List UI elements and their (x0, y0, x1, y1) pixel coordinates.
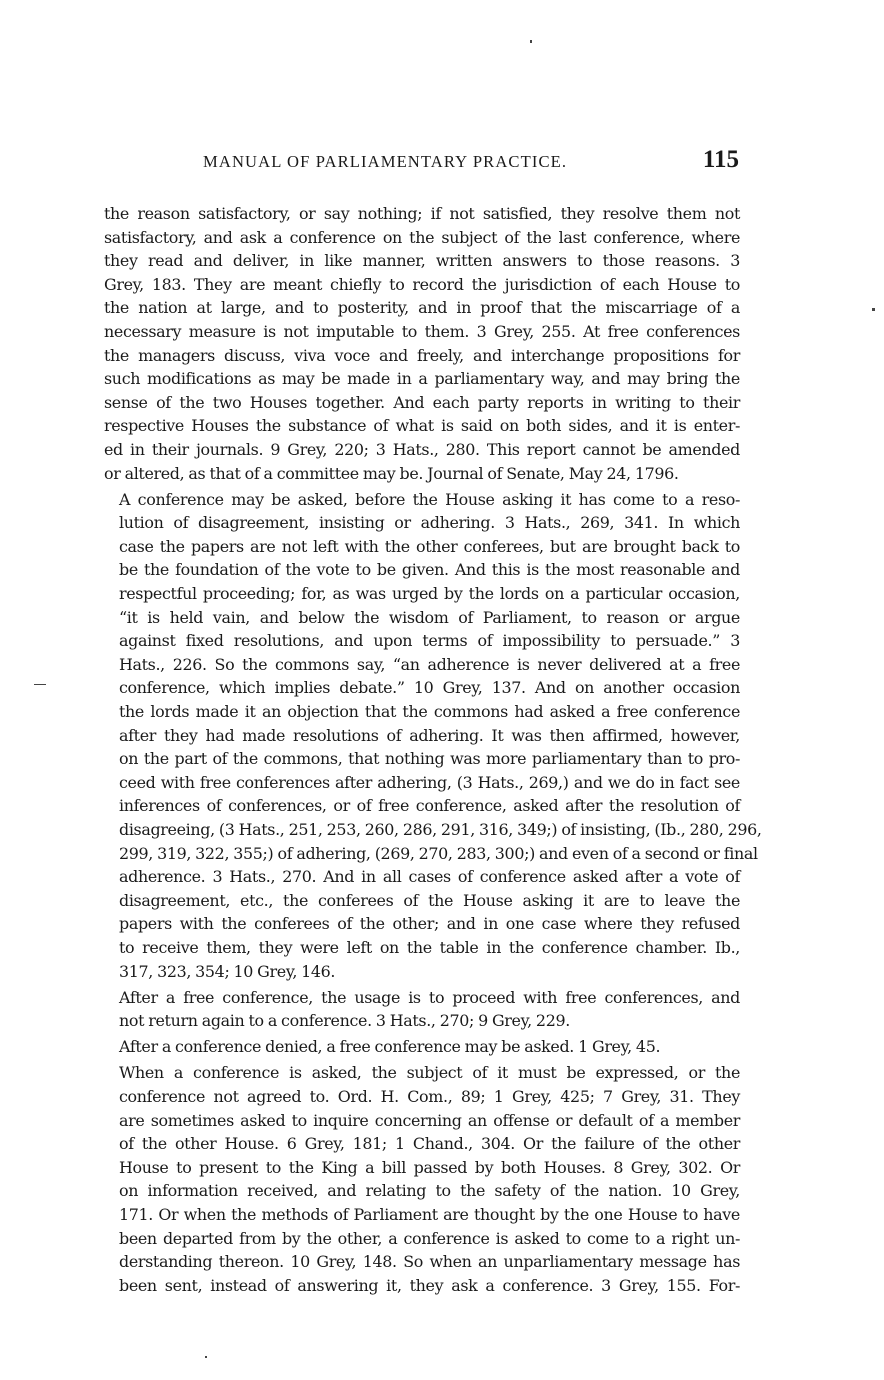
scan-speck (205, 1356, 207, 1358)
text-line: conference not agreed to. Ord. H. Com., 89; 1 Grey, 425; 7 Grey, 31. They (119, 1086, 740, 1106)
page-number: 115 (702, 146, 739, 173)
text-line: Grey, 183. They are meant chiefly to record the jurisdiction of each House to (104, 274, 740, 294)
paragraph (104, 488, 762, 983)
text-line: disagreeing, (3 Hats., 251, 253, 260, 286, 291, 316, 349;) of insisting, (Ib., 280, 296, (119, 819, 762, 839)
scan-speck (34, 684, 46, 685)
text-line: necessary measure is not imputable to them. 3 Grey, 255. At free conferences (104, 321, 740, 341)
text-line: been departed from by the other, a conference is asked to come to a right un- (119, 1228, 740, 1248)
text-line: ceed with free conferences after adhering, (3 Hats., 269,) and we do in fact see (119, 772, 740, 792)
text-line: adherence. 3 Hats., 270. And in all cases of conference asked after a vote of (119, 867, 740, 887)
text-line: the nation at large, and to posterity, and in proof that the miscarriage of a (104, 298, 740, 318)
text-line: ed in their journals. 9 Grey, 220; 3 Hats., 280. This report cannot be amended (104, 439, 740, 459)
text-line: When a conference is asked, the subject of it must be expressed, or the (119, 1063, 740, 1083)
text-line: on the part of the commons, that nothing was more parliamentary than to pro- (119, 749, 740, 769)
text-line: after they had made resolutions of adhering. It was then affirmed, however, (119, 725, 740, 745)
scan-speck (530, 40, 532, 43)
text-line: been sent, instead of answering it, they ask a conference. 3 Grey, 155. For- (119, 1275, 740, 1295)
text-line: the managers discuss, viva voce and freely, and interchange propositions for (104, 345, 740, 365)
text-line: of the other House. 6 Grey, 181; 1 Chand., 304. Or the failure of the other (119, 1134, 740, 1154)
text-line: they read and deliver, in like manner, written answers to those reasons. 3 (104, 251, 740, 271)
text-line: the reason satisfactory, or say nothing; if not satisfied, they resolve them not (104, 204, 740, 223)
text-line: papers with the conferees of the other; and in one case where they refused (119, 914, 740, 934)
text-line: be the foundation of the vote to be given. And this is the most reasonable and (119, 560, 740, 580)
paragraph (104, 986, 740, 1033)
text-line: to receive them, they were left on the table in the conference chamber. Ib., (119, 937, 740, 957)
text-line: respective Houses the substance of what is said on both sides, and it is enter- (104, 416, 740, 436)
text-line: sense of the two Houses together. And each party reports in writing to their (104, 392, 740, 412)
scan-speck (872, 308, 875, 311)
text-line: inferences of conferences, or of free conference, asked after the resolution of (119, 796, 740, 816)
text-line: 299, 319, 322, 355;) of adhering, (269, 270, 283, 300;) and even of a second or final (119, 843, 758, 863)
text-line: conference, which implies debate.” 10 Grey, 137. And on another occasion (119, 678, 740, 698)
text-line: “it is held vain, and below the wisdom of Parliament, to reason or argue (119, 607, 740, 627)
text-line: derstanding thereon. 10 Grey, 148. So when an unparliamentary message has (119, 1252, 740, 1272)
text-line: 317, 323, 354; 10 Grey, 146. (119, 961, 336, 981)
text-line: on information received, and relating to the safety of the nation. 10 Grey, (119, 1181, 740, 1201)
text-line: A conference may be asked, before the House asking it has come to a reso- (119, 489, 740, 509)
text-line: are sometimes asked to inquire concerning an offense or default of a member (119, 1110, 740, 1130)
text-line: respectful proceeding; for, as was urged by the lords on a particular occasion, (119, 584, 740, 603)
text-line: or altered, as that of a committee may be. Journal of Senate, May 24, 1796. (104, 463, 679, 483)
text-line: not return again to a conference. 3 Hats., 270; 9 Grey, 229. (119, 1011, 570, 1031)
text-line: satisfactory, and ask a conference on the subject of the last conference, where (104, 227, 740, 247)
text-line: case the papers are not left with the other conferees, but are brought back to (119, 536, 740, 556)
text-line: After a free conference, the usage is to proceed with free conferences, and (119, 987, 740, 1007)
body-text (104, 202, 762, 1300)
running-title: MANUAL OF PARLIAMENTARY PRACTICE. (203, 152, 568, 171)
text-line: Hats., 226. So the commons say, “an adherence is never delivered at a free (119, 654, 740, 674)
text-line: disagreement, etc., the conferees of the House asking it are to leave the (119, 890, 740, 910)
page-header (200, 146, 745, 180)
text-line: the lords made it an objection that the commons had asked a free conference (119, 701, 740, 721)
text-line: House to present to the King a bill passed by both Houses. 8 Grey, 302. Or (119, 1157, 740, 1177)
paragraph (104, 1035, 740, 1059)
text-line: After a conference denied, a free conference may be asked. 1 Grey, 45. (119, 1037, 661, 1057)
text-line: such modifications as may be made in a parliamentary way, and may bring the (104, 369, 740, 389)
paragraph (104, 1061, 740, 1297)
text-line: against fixed resolutions, and upon terms of impossibility to persuade.” 3 (119, 631, 740, 651)
text-line: lution of disagreement, insisting or adhering. 3 Hats., 269, 341. In which (119, 513, 740, 533)
text-line: 171. Or when the methods of Parliament are thought by the one House to have (119, 1204, 740, 1224)
paragraph (104, 202, 740, 485)
